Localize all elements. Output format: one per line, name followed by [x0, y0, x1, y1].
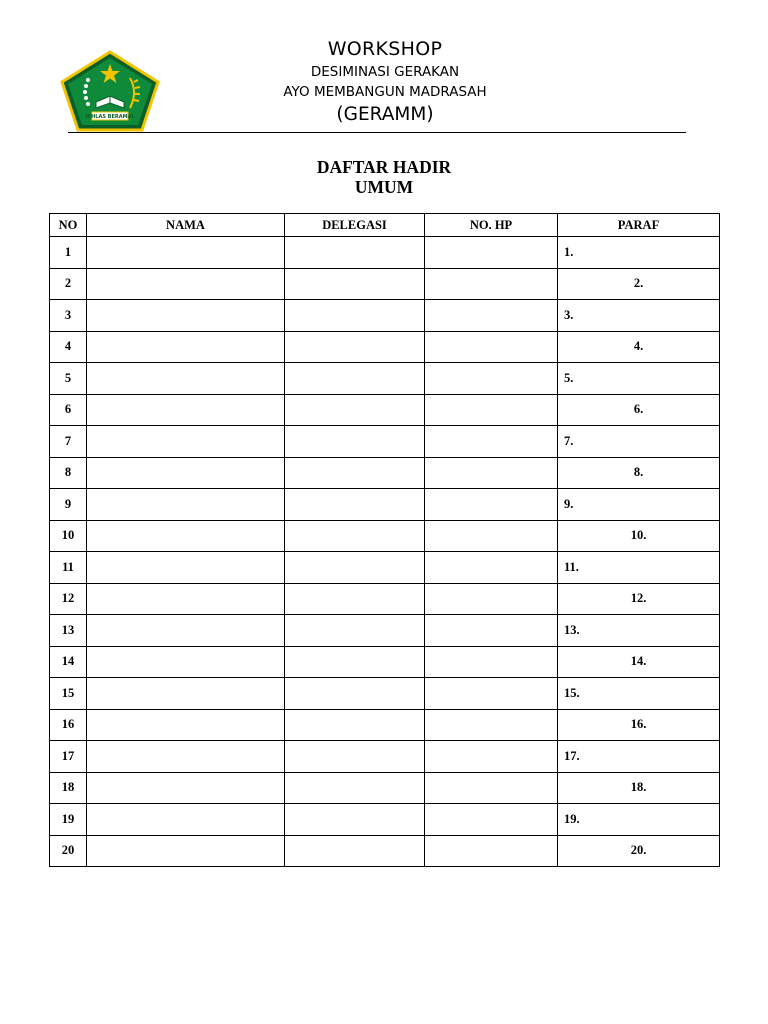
paraf-cell[interactable]: 5. — [558, 363, 720, 395]
row-number-cell: 12 — [50, 583, 87, 615]
nama-cell[interactable] — [87, 835, 285, 867]
workshop-acronym: (GERAMM) — [336, 104, 434, 125]
row-number-cell: 14 — [50, 646, 87, 678]
delegasi-cell[interactable] — [285, 709, 425, 741]
table-row — [50, 457, 720, 489]
paraf-cell[interactable]: 13. — [558, 615, 720, 647]
no-hp-cell[interactable] — [425, 394, 558, 426]
delegasi-cell[interactable] — [285, 835, 425, 867]
nama-cell[interactable] — [87, 426, 285, 458]
no-hp-cell[interactable] — [425, 268, 558, 300]
attendance-table — [49, 213, 720, 867]
no-hp-cell[interactable] — [425, 804, 558, 836]
table-row — [50, 835, 720, 867]
delegasi-cell[interactable] — [285, 363, 425, 395]
row-number-cell: 15 — [50, 678, 87, 710]
delegasi-cell[interactable] — [285, 646, 425, 678]
table-row — [50, 709, 720, 741]
table-row — [50, 772, 720, 804]
delegasi-cell[interactable] — [285, 741, 425, 773]
nama-cell[interactable] — [87, 237, 285, 269]
no-hp-cell[interactable] — [425, 615, 558, 647]
table-row — [50, 426, 720, 458]
nama-cell[interactable] — [87, 394, 285, 426]
paraf-cell[interactable]: 19. — [558, 804, 720, 836]
row-number-cell: 20 — [50, 835, 87, 867]
nama-cell[interactable] — [87, 457, 285, 489]
row-number-cell: 9 — [50, 489, 87, 521]
kemenag-logo — [60, 50, 160, 132]
column-header-nama: NAMA — [87, 214, 285, 237]
table-row — [50, 237, 720, 269]
delegasi-cell[interactable] — [285, 300, 425, 332]
no-hp-cell[interactable] — [425, 678, 558, 710]
delegasi-cell[interactable] — [285, 678, 425, 710]
nama-cell[interactable] — [87, 678, 285, 710]
paraf-cell[interactable]: 1. — [558, 237, 720, 269]
no-hp-cell[interactable] — [425, 583, 558, 615]
paraf-cell[interactable]: 10. — [558, 520, 720, 552]
nama-cell[interactable] — [87, 331, 285, 363]
paraf-cell[interactable]: 2. — [558, 268, 720, 300]
column-header-no: NO — [50, 214, 87, 237]
table-body — [50, 237, 720, 867]
table-row — [50, 300, 720, 332]
nama-cell[interactable] — [87, 268, 285, 300]
no-hp-cell[interactable] — [425, 709, 558, 741]
workshop-subtitle-2: AYO MEMBANGUN MADRASAH — [283, 84, 487, 100]
nama-cell[interactable] — [87, 615, 285, 647]
no-hp-cell[interactable] — [425, 835, 558, 867]
document-title-line-2: UMUM — [354, 177, 414, 197]
table-row — [50, 583, 720, 615]
no-hp-cell[interactable] — [425, 237, 558, 269]
table-row — [50, 552, 720, 584]
row-number-cell: 11 — [50, 552, 87, 584]
table-row — [50, 331, 720, 363]
row-number-cell: 10 — [50, 520, 87, 552]
paraf-cell[interactable]: 20. — [558, 835, 720, 867]
nama-cell[interactable] — [87, 804, 285, 836]
table-row — [50, 804, 720, 836]
workshop-title: WORKSHOP — [327, 38, 443, 60]
column-header-no-hp: NO. HP — [425, 214, 558, 237]
delegasi-cell[interactable] — [285, 331, 425, 363]
delegasi-cell[interactable] — [285, 457, 425, 489]
workshop-header — [230, 36, 540, 128]
paraf-cell[interactable]: 9. — [558, 489, 720, 521]
no-hp-cell[interactable] — [425, 363, 558, 395]
paraf-cell[interactable]: 4. — [558, 331, 720, 363]
paraf-cell[interactable]: 18. — [558, 772, 720, 804]
table-row — [50, 520, 720, 552]
paraf-cell[interactable]: 7. — [558, 426, 720, 458]
row-number-cell: 4 — [50, 331, 87, 363]
paraf-cell[interactable]: 6. — [558, 394, 720, 426]
nama-cell[interactable] — [87, 772, 285, 804]
row-number-cell: 5 — [50, 363, 87, 395]
row-number-cell: 1 — [50, 237, 87, 269]
row-number-cell: 6 — [50, 394, 87, 426]
no-hp-cell[interactable] — [425, 489, 558, 521]
delegasi-cell[interactable] — [285, 268, 425, 300]
column-header-delegasi: DELEGASI — [285, 214, 425, 237]
no-hp-cell[interactable] — [425, 741, 558, 773]
row-number-cell: 16 — [50, 709, 87, 741]
workshop-subtitle-1: DESIMINASI GERAKAN — [310, 64, 460, 80]
table-row — [50, 394, 720, 426]
no-hp-cell[interactable] — [425, 646, 558, 678]
row-number-cell: 19 — [50, 804, 87, 836]
nama-cell[interactable] — [87, 741, 285, 773]
table-header-row — [50, 214, 720, 237]
delegasi-cell[interactable] — [285, 394, 425, 426]
row-number-cell: 3 — [50, 300, 87, 332]
delegasi-cell[interactable] — [285, 489, 425, 521]
delegasi-cell[interactable] — [285, 583, 425, 615]
table-row — [50, 741, 720, 773]
no-hp-cell[interactable] — [425, 772, 558, 804]
header-divider — [68, 132, 686, 133]
delegasi-cell[interactable] — [285, 772, 425, 804]
nama-cell[interactable] — [87, 709, 285, 741]
paraf-cell[interactable]: 11. — [558, 552, 720, 584]
no-hp-cell[interactable] — [425, 426, 558, 458]
nama-cell[interactable] — [87, 363, 285, 395]
no-hp-cell[interactable] — [425, 300, 558, 332]
row-number-cell: 7 — [50, 426, 87, 458]
nama-cell[interactable] — [87, 583, 285, 615]
paraf-cell[interactable]: 12. — [558, 583, 720, 615]
table-row — [50, 678, 720, 710]
delegasi-cell[interactable] — [285, 615, 425, 647]
table-row — [50, 268, 720, 300]
table-row — [50, 615, 720, 647]
document-title-line-1: DAFTAR HADIR — [316, 157, 452, 177]
paraf-cell[interactable]: 14. — [558, 646, 720, 678]
table-row — [50, 646, 720, 678]
nama-cell[interactable] — [87, 489, 285, 521]
nama-cell[interactable] — [87, 552, 285, 584]
nama-cell[interactable] — [87, 300, 285, 332]
table-row — [50, 363, 720, 395]
nama-cell[interactable] — [87, 520, 285, 552]
delegasi-cell[interactable] — [285, 237, 425, 269]
row-number-cell: 13 — [50, 615, 87, 647]
delegasi-cell[interactable] — [285, 552, 425, 584]
no-hp-cell[interactable] — [425, 457, 558, 489]
delegasi-cell[interactable] — [285, 520, 425, 552]
row-number-cell: 18 — [50, 772, 87, 804]
no-hp-cell[interactable] — [425, 552, 558, 584]
logo-motto: IKHLAS BERAMAL — [85, 114, 135, 121]
nama-cell[interactable] — [87, 646, 285, 678]
paraf-cell[interactable]: 17. — [558, 741, 720, 773]
no-hp-cell[interactable] — [425, 331, 558, 363]
document-title — [234, 157, 534, 197]
paraf-cell[interactable]: 8. — [558, 457, 720, 489]
paraf-cell[interactable]: 3. — [558, 300, 720, 332]
no-hp-cell[interactable] — [425, 520, 558, 552]
delegasi-cell[interactable] — [285, 426, 425, 458]
row-number-cell: 8 — [50, 457, 87, 489]
row-number-cell: 17 — [50, 741, 87, 773]
paraf-cell[interactable]: 15. — [558, 678, 720, 710]
row-number-cell: 2 — [50, 268, 87, 300]
delegasi-cell[interactable] — [285, 804, 425, 836]
table-row — [50, 489, 720, 521]
paraf-cell[interactable]: 16. — [558, 709, 720, 741]
column-header-paraf: PARAF — [558, 214, 720, 237]
